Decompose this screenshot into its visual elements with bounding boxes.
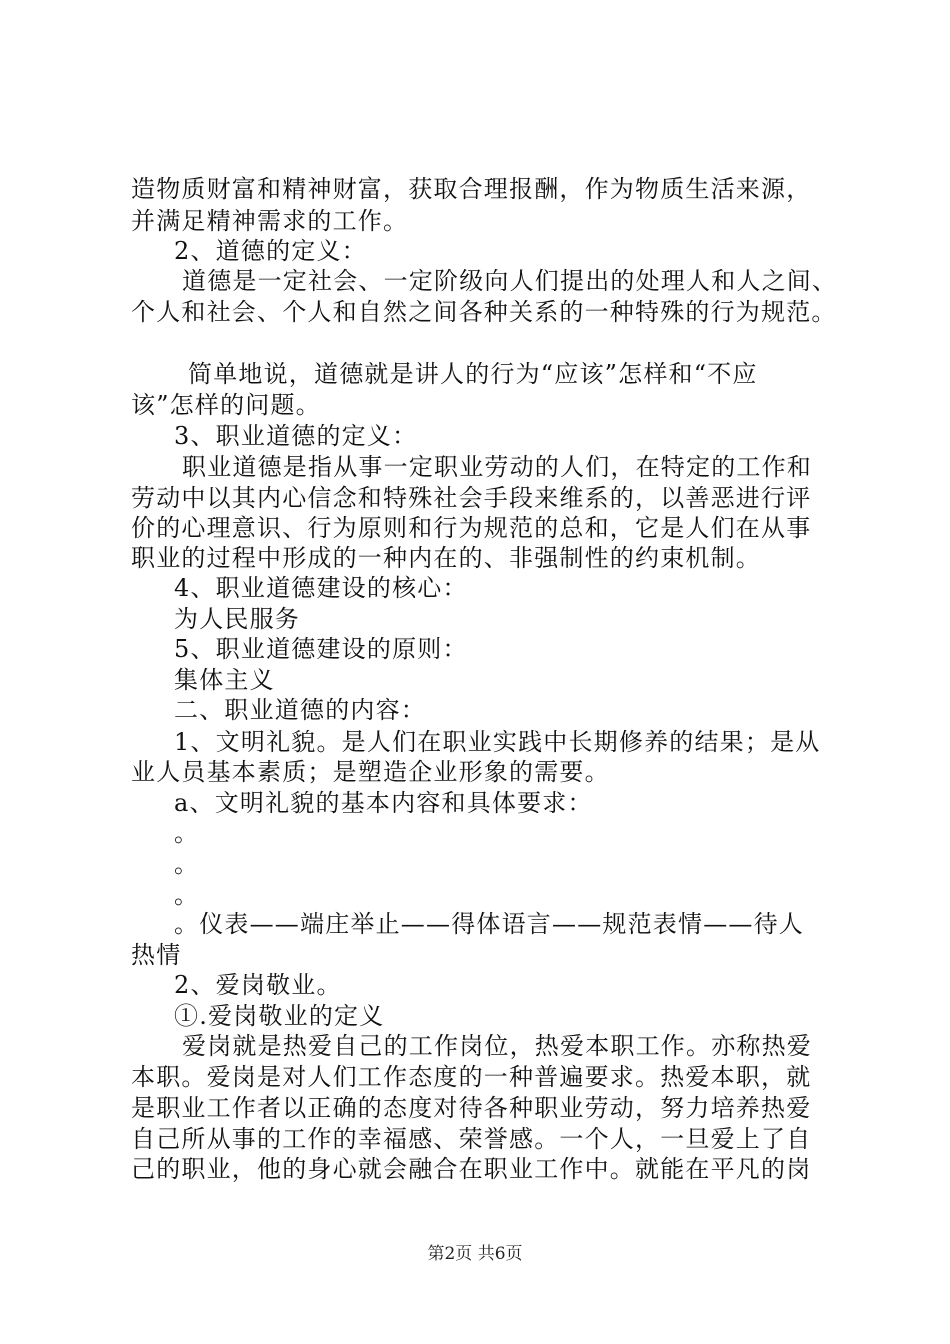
text-line: 自己所从事的工作的幸福感、荣誉感。一个人，一旦爱上了自 <box>131 1125 812 1153</box>
section-heading: 5、职业道德建设的原则： <box>174 635 468 663</box>
text-line: 己的职业，他的身心就会融合在职业工作中。就能在平凡的岗 <box>131 1155 812 1183</box>
text-line: 个人和社会、个人和自然之间各种关系的一种特殊的行为规范。 <box>131 298 837 326</box>
text-line: 为人民服务 <box>174 605 300 633</box>
text-line: 该”怎样的问题。 <box>131 391 321 419</box>
text-line: 造物质财富和精神财富，获取合理报酬，作为物质生活来源， <box>131 175 812 203</box>
text-line: 爱岗就是热爱自己的工作岗位，热爱本职工作。亦称热爱 <box>182 1032 812 1060</box>
text-line: 热情 <box>131 941 182 969</box>
text-line: 价的心理意识、行为原则和行为规范的总和，它是人们在从事 <box>131 514 812 542</box>
text-line: 道德是一定社会、一定阶级向人们提出的处理人和人之间、 <box>182 267 838 295</box>
section-heading: 3、职业道德的定义： <box>174 422 418 450</box>
section-heading: 4、职业道德建设的核心： <box>174 574 468 602</box>
text-line: 1、文明礼貌。是人们在职业实践中长期修养的结果；是从 <box>174 728 821 756</box>
section-heading: ①.爱岗敬业的定义 <box>174 1002 385 1030</box>
section-heading: 2、爱岗敬业。 <box>174 971 342 999</box>
text-line: 集体主义 <box>174 666 275 694</box>
page-number-footer: 第2页 共6页 <box>427 1244 523 1264</box>
text-line: 是职业工作者以正确的态度对待各种职业劳动，努力培养热爱 <box>131 1094 812 1122</box>
text-line: 。 <box>174 819 200 847</box>
text-line: 。 <box>174 850 200 878</box>
text-line: 。仪表——端庄举止——得体语言——规范表情——待人 <box>174 910 804 938</box>
text-line: 业人员基本素质；是塑造企业形象的需要。 <box>131 758 610 786</box>
text-line: 职业道德是指从事一定职业劳动的人们，在特定的工作和 <box>182 453 812 481</box>
text-line: 本职。爱岗是对人们工作态度的一种普遍要求。热爱本职，就 <box>131 1063 812 1091</box>
text-line: 简单地说，道德就是讲人的行为“应该”怎样和“不应 <box>188 360 758 388</box>
text-line: 。 <box>174 881 200 909</box>
section-heading: 2、道德的定义： <box>174 237 367 265</box>
text-line: 劳动中以其内心信念和特殊社会手段来维系的，以善恶进行评 <box>131 484 812 512</box>
text-line: 并满足精神需求的工作。 <box>131 207 409 235</box>
text-line: 职业的过程中形成的一种内在的、非强制性的约束机制。 <box>131 544 761 572</box>
section-heading: 二、职业道德的内容： <box>174 696 426 724</box>
text-line: a、文明礼貌的基本内容和具体要求： <box>174 789 593 817</box>
